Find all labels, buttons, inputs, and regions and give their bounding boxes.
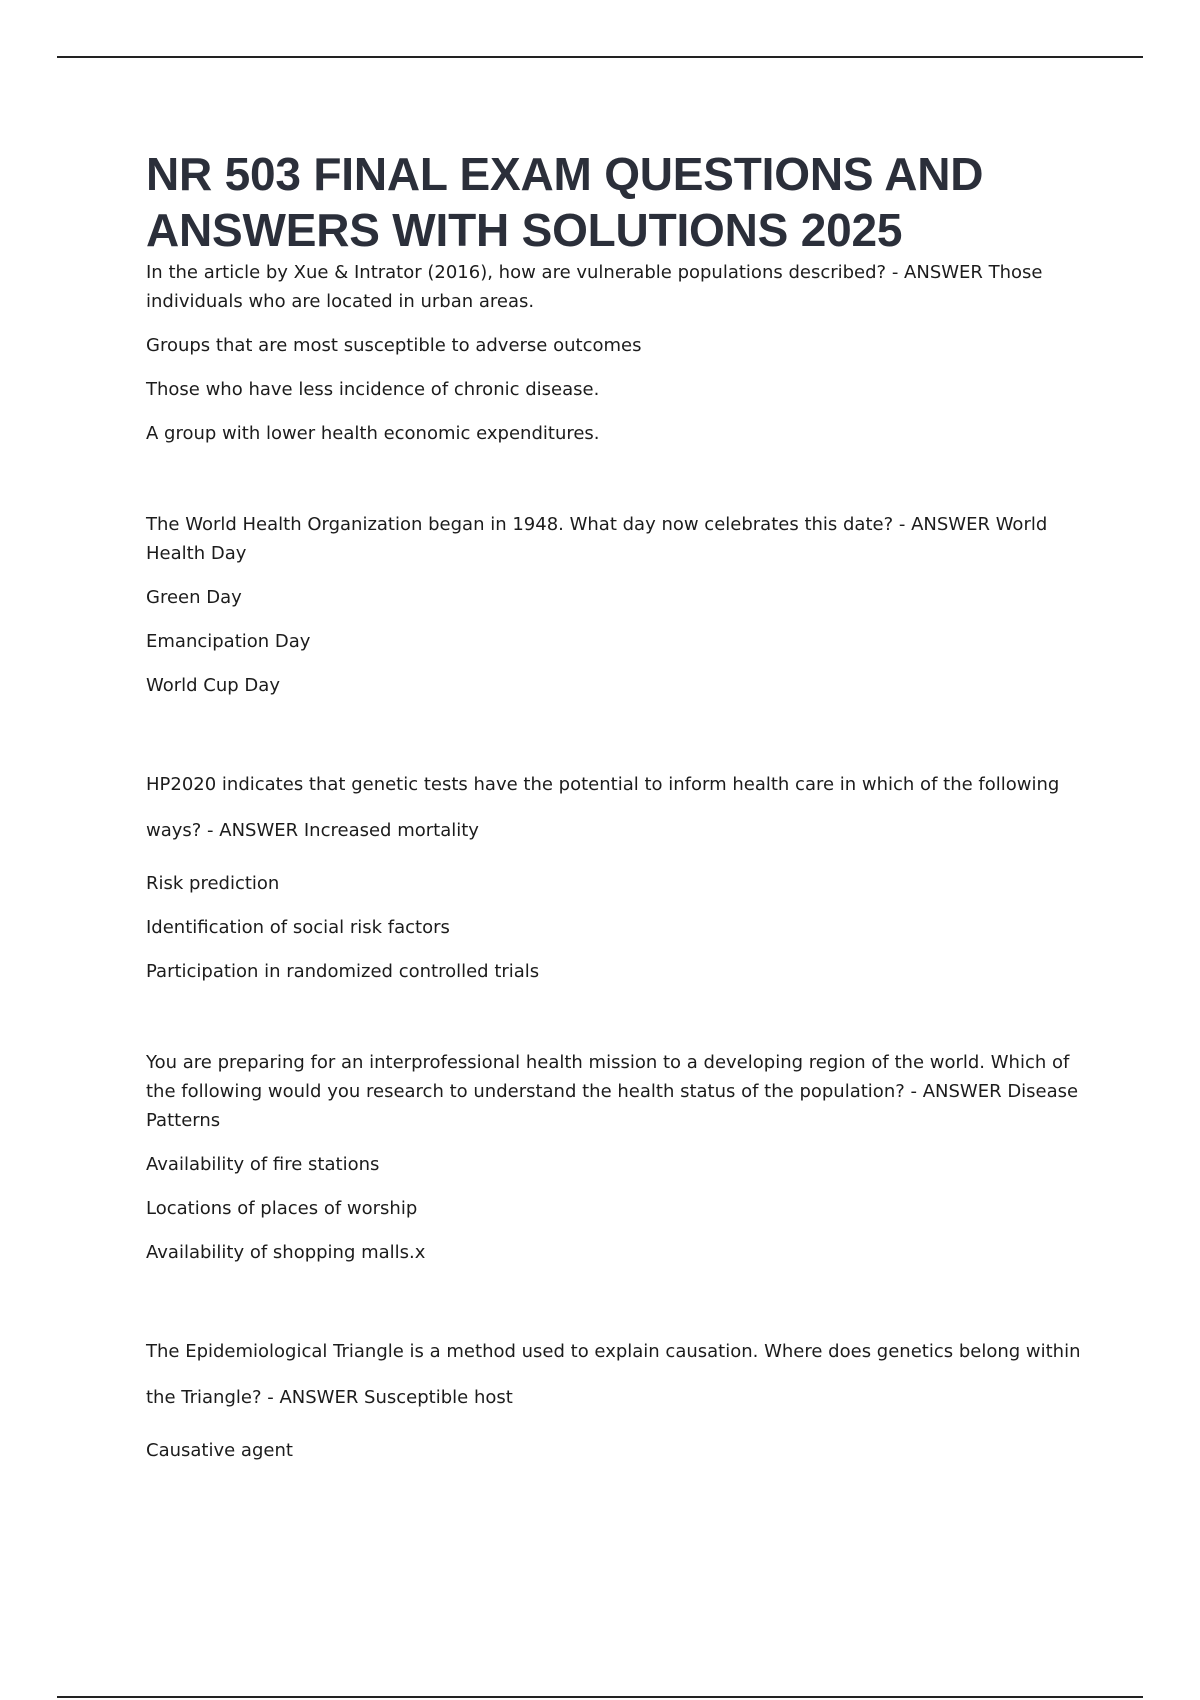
question-prompt: You are preparing for an interprofessional health mission to a developing region of the world. Which of the following would you research to understand the health status of the population? - ANSWER Disease Patterns [146, 1052, 1079, 1131]
answer-option: Causative agent [146, 1440, 293, 1461]
answer-option: Risk prediction [146, 873, 280, 894]
question-block [146, 762, 1086, 986]
answer-option: World Cup Day [146, 675, 280, 696]
question-prompt: The Epidemiological Triangle is a method used to explain causation. Where does genetics belong within the Triangle? - ANSWER Susceptible host [146, 1341, 1081, 1408]
answer-option: Availability of fire stations [146, 1154, 380, 1175]
answer-option: Groups that are most susceptible to adverse outcomes [146, 335, 642, 356]
title-line-2: ANSWERS WITH SOLUTIONS 2025 [146, 204, 903, 256]
answer-option: Availability of shopping malls.x [146, 1242, 426, 1263]
question-block [146, 1048, 1086, 1267]
answer-option: Emancipation Day [146, 631, 311, 652]
answer-option: Locations of places of worship [146, 1198, 418, 1219]
bottom-rule [57, 1696, 1143, 1698]
answer-option: A group with lower health economic expenditures. [146, 423, 600, 444]
answer-option: Participation in randomized controlled trials [146, 961, 540, 982]
question-prompt: In the article by Xue & Intrator (2016), how are vulnerable populations described? - ANSWER Those individuals who are located in urban areas. [146, 262, 1043, 312]
document-title [146, 146, 1086, 258]
question-prompt: The World Health Organization began in 1948. What day now celebrates this date? - ANSWER World Health Day [146, 514, 1048, 564]
answer-option: Those who have less incidence of chronic disease. [146, 379, 600, 400]
answer-option: Green Day [146, 587, 242, 608]
question-block [146, 1329, 1086, 1465]
top-rule [57, 56, 1143, 58]
question-prompt: HP2020 indicates that genetic tests have the potential to inform health care in which of the following ways? - ANSWER Increased mortality [146, 774, 1060, 841]
question-block [146, 510, 1086, 700]
title-line-1: NR 503 FINAL EXAM QUESTIONS AND [146, 148, 984, 200]
answer-option: Identification of social risk factors [146, 917, 450, 938]
question-block [146, 258, 1086, 448]
document-body [146, 146, 1086, 1465]
